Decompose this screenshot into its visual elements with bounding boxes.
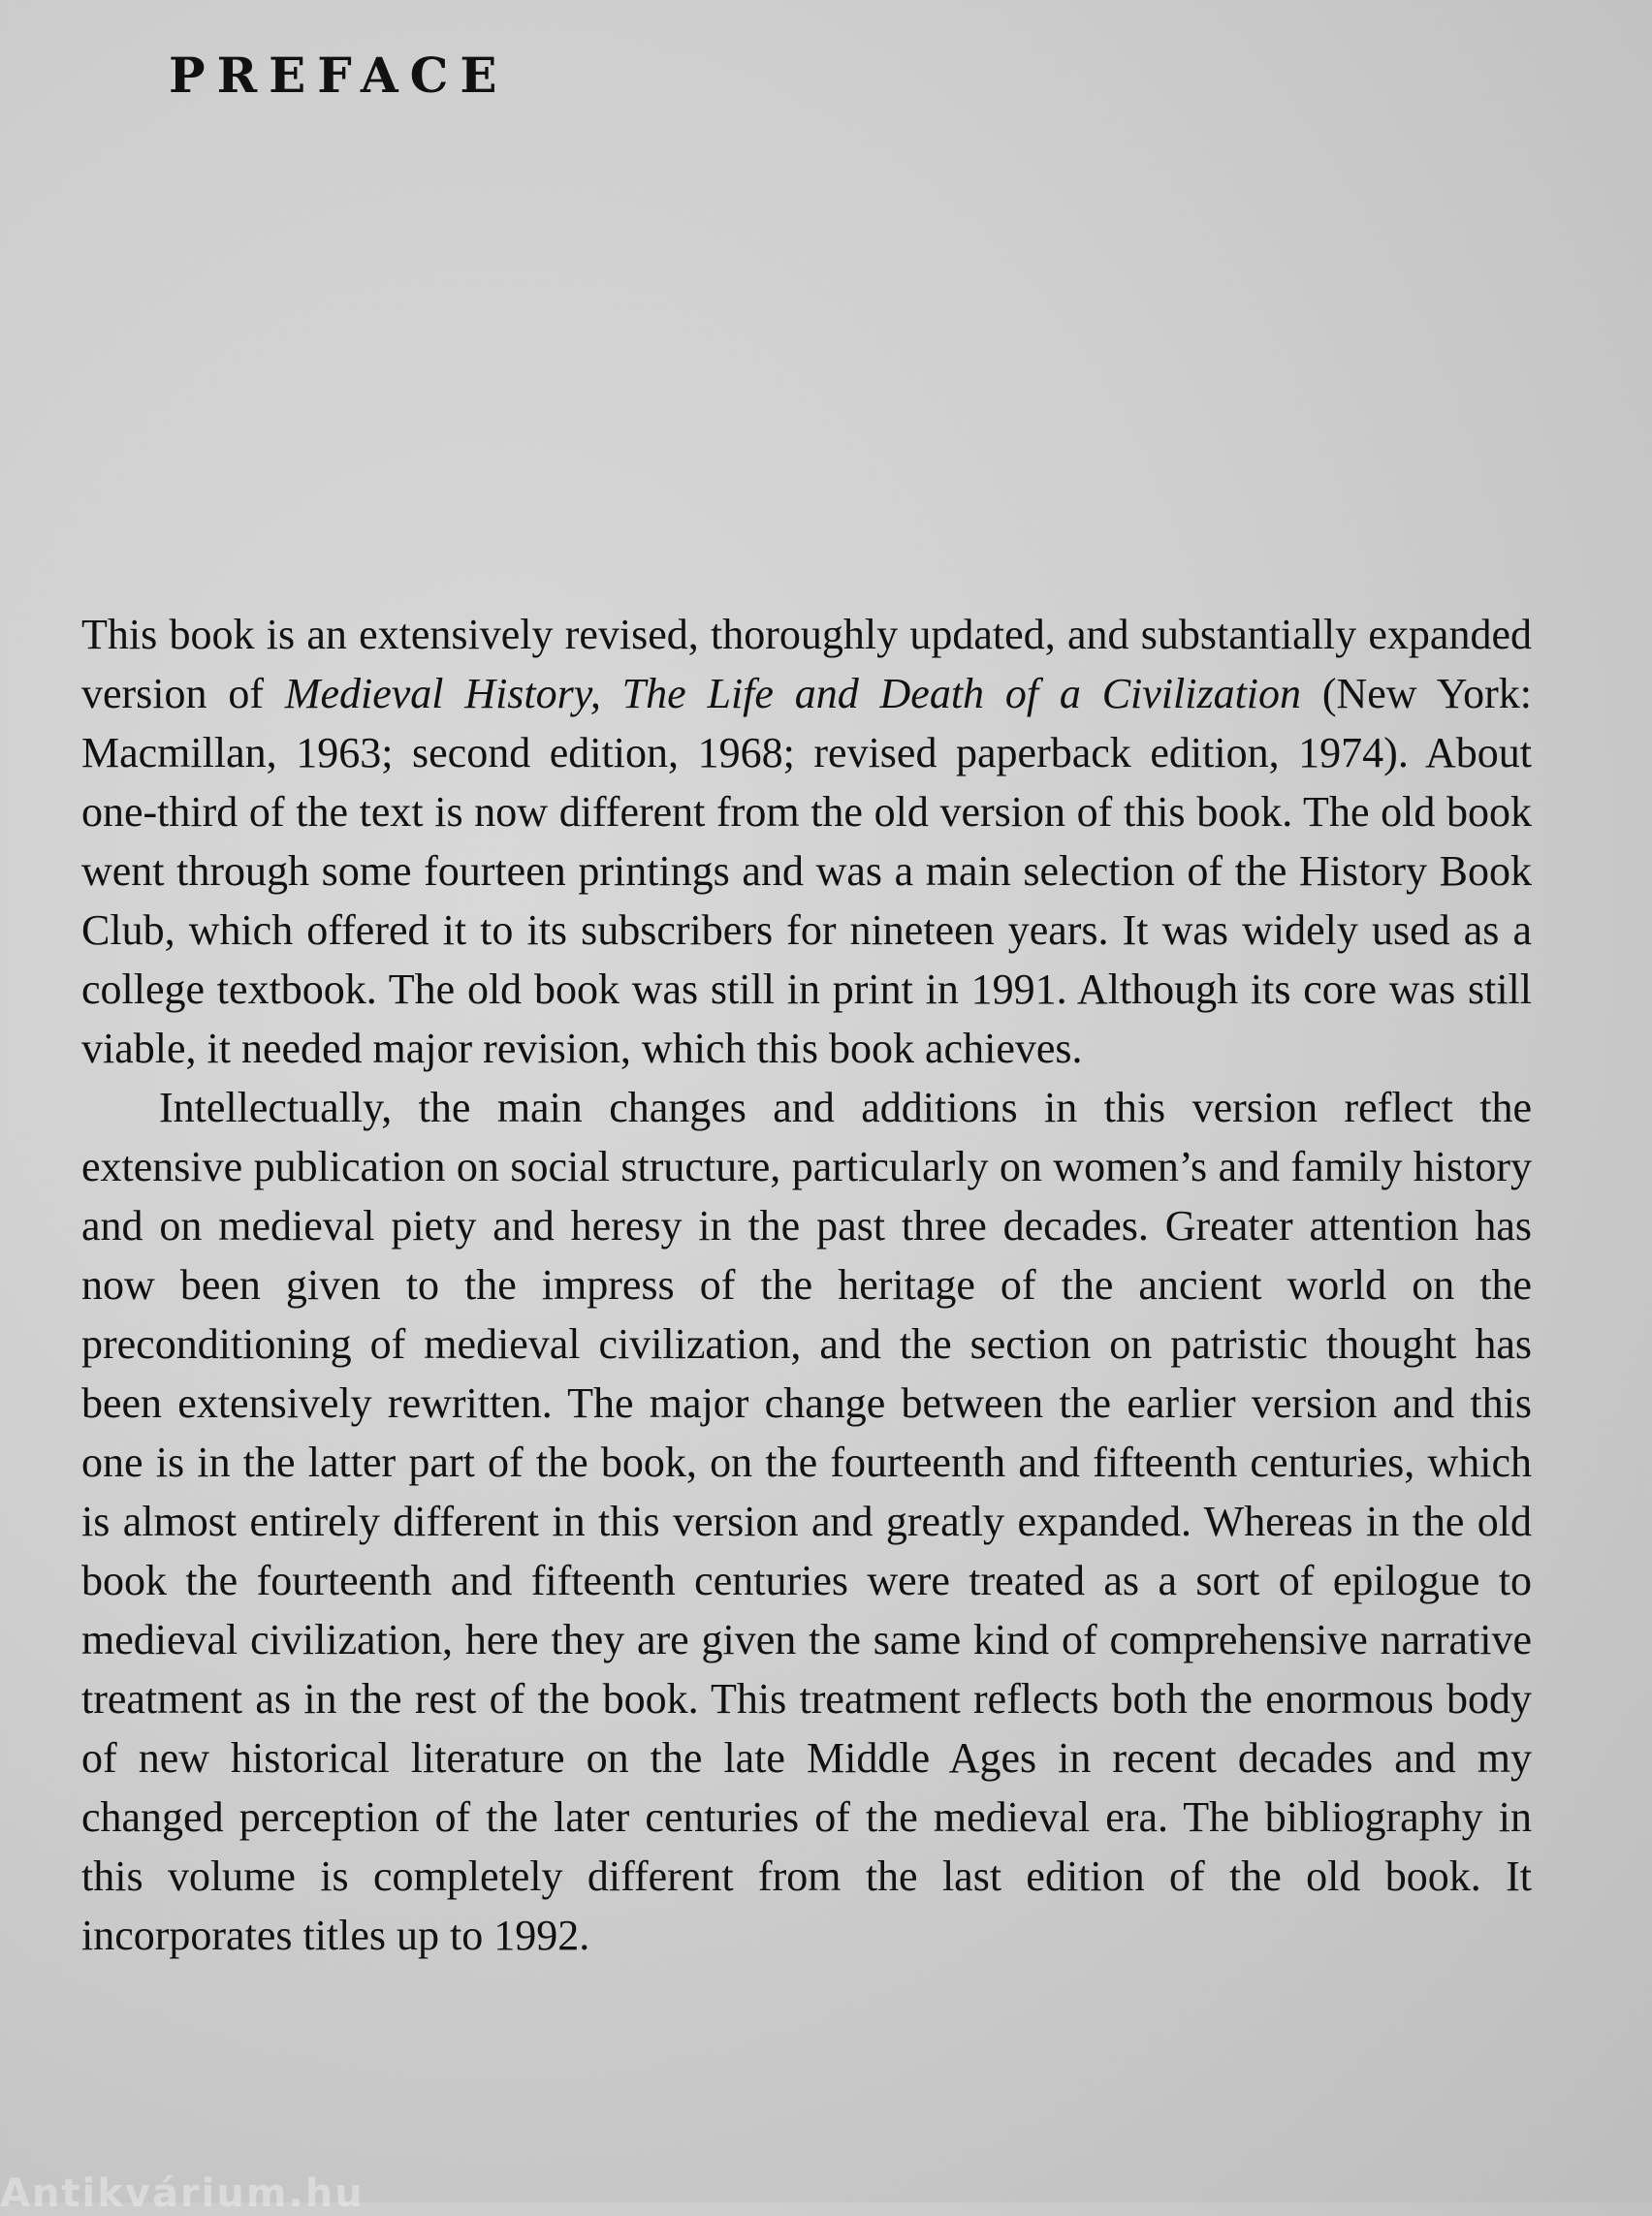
paragraph-1-text-a: This book is an extensively revised, thoroughly updated, and substantially expanded version of [81,611,1532,717]
paragraph-2: Intellectually, the main changes and additions in this version reflect the extensive publication on social structure, particularly on women’s and family history and on medieval piety and heresy in the past three decades. Greater attention has now been given to the impress of the heritage of the ancient world on the preconditioning of medieval civilization, and the section on patristic thought has been extensively rewritten. The major change between the earlier version and this one is in the latter part of the book, on the fourteenth and fifteenth centuries, which is almost entirely different in this version and greatly expanded. Whereas in the old book the fourteenth and fifteenth centuries were treated as a sort of epilogue to medieval civilization, here they are given the same kind of comprehensive narrative treatment as in the rest of the book. This treatment reflects both the enormous body of new historical literature on the late Middle Ages in recent decades and my changed perception of the later centuries of the medieval era. The bibliography in this volume is completely different from the last edition of the old book. It incorporates titles up to 1992. [81,1084,1532,1959]
page-title: PREFACE [169,47,509,104]
book-title-italic: Medieval History, The Life and Death of a Civilization [284,670,1302,717]
preface-body [81,605,1532,1965]
paragraph-1 [81,605,1532,1078]
watermark: Antikvárium.hu [0,2171,365,2216]
paragraph-1-text-b: (New York: Macmillan, 1963; second edition, 1968; revised paperback edition, 1974). About one-third of the text is now different from the old version of this book. The old book went through some fourteen printings and was a main selection of the History Book Club, which offered it to its subscribers for nineteen years. It was widely used as a college textbook. The old book was still in print in 1991. Although its core was still viable, it needed major revision, which this book achieves. [81,670,1533,1072]
